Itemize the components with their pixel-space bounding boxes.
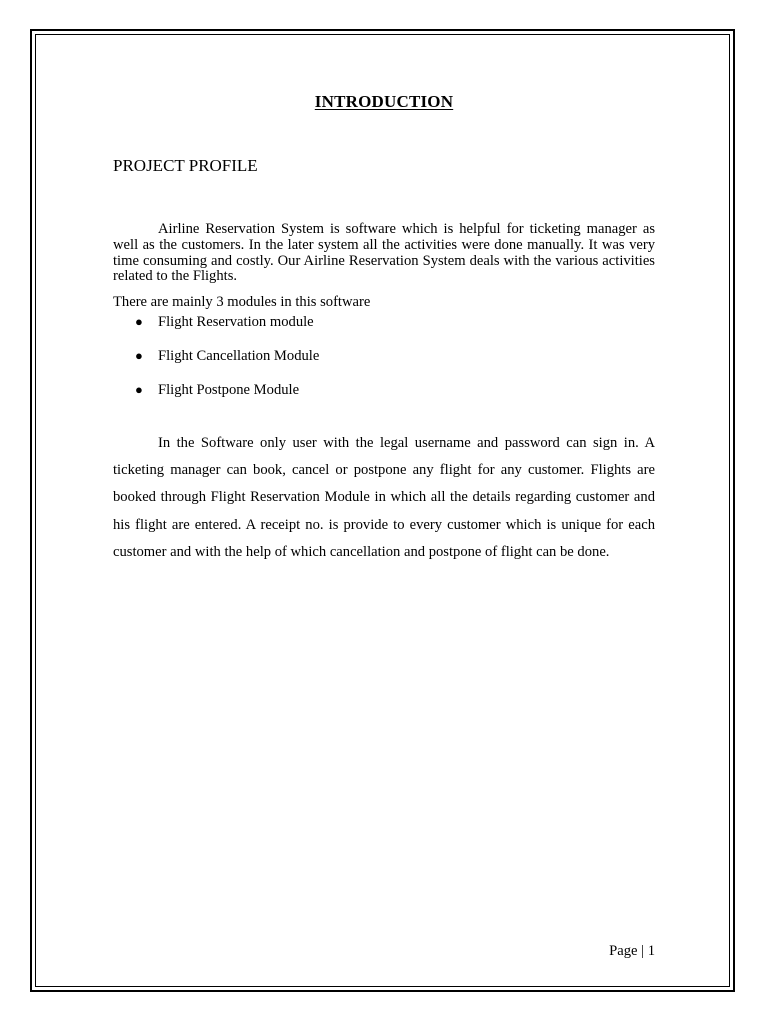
bullet-icon: ●: [135, 314, 143, 329]
bullet-icon: ●: [135, 382, 143, 397]
page-number: Page | 1: [609, 943, 655, 959]
modules-list: [113, 313, 319, 415]
page-title: INTRODUCTION: [314, 92, 454, 111]
modules-intro-text: There are mainly 3 modules in this software: [113, 294, 371, 310]
section-heading: PROJECT PROFILE: [113, 156, 258, 175]
intro-paragraph: Airline Reservation System is software which is helpful for ticketing manager as well as the customers. In the later system all the activities were done manually. It was very time consuming and costly. Our Airline Reservation System deals with the various activities related to the Flights.: [113, 221, 655, 285]
list-item: [113, 381, 319, 415]
bullet-icon: ●: [135, 348, 143, 363]
module-label: Flight Cancellation Module: [158, 348, 320, 364]
list-item: [113, 313, 319, 347]
module-label: Flight Reservation module: [158, 314, 314, 330]
list-item: [113, 347, 319, 381]
module-label: Flight Postpone Module: [158, 382, 300, 398]
details-paragraph: In the Software only user with the legal username and password can sign in. A ticketing manager can book, cancel or postpone any flight for any customer. Flights are booked through Flight Reservation Module in which all the details regarding customer and his flight are entered. A receipt no. is provide to every customer which is unique for each customer and with the help of which cancellation and postpone of flight can be done.: [113, 435, 655, 560]
